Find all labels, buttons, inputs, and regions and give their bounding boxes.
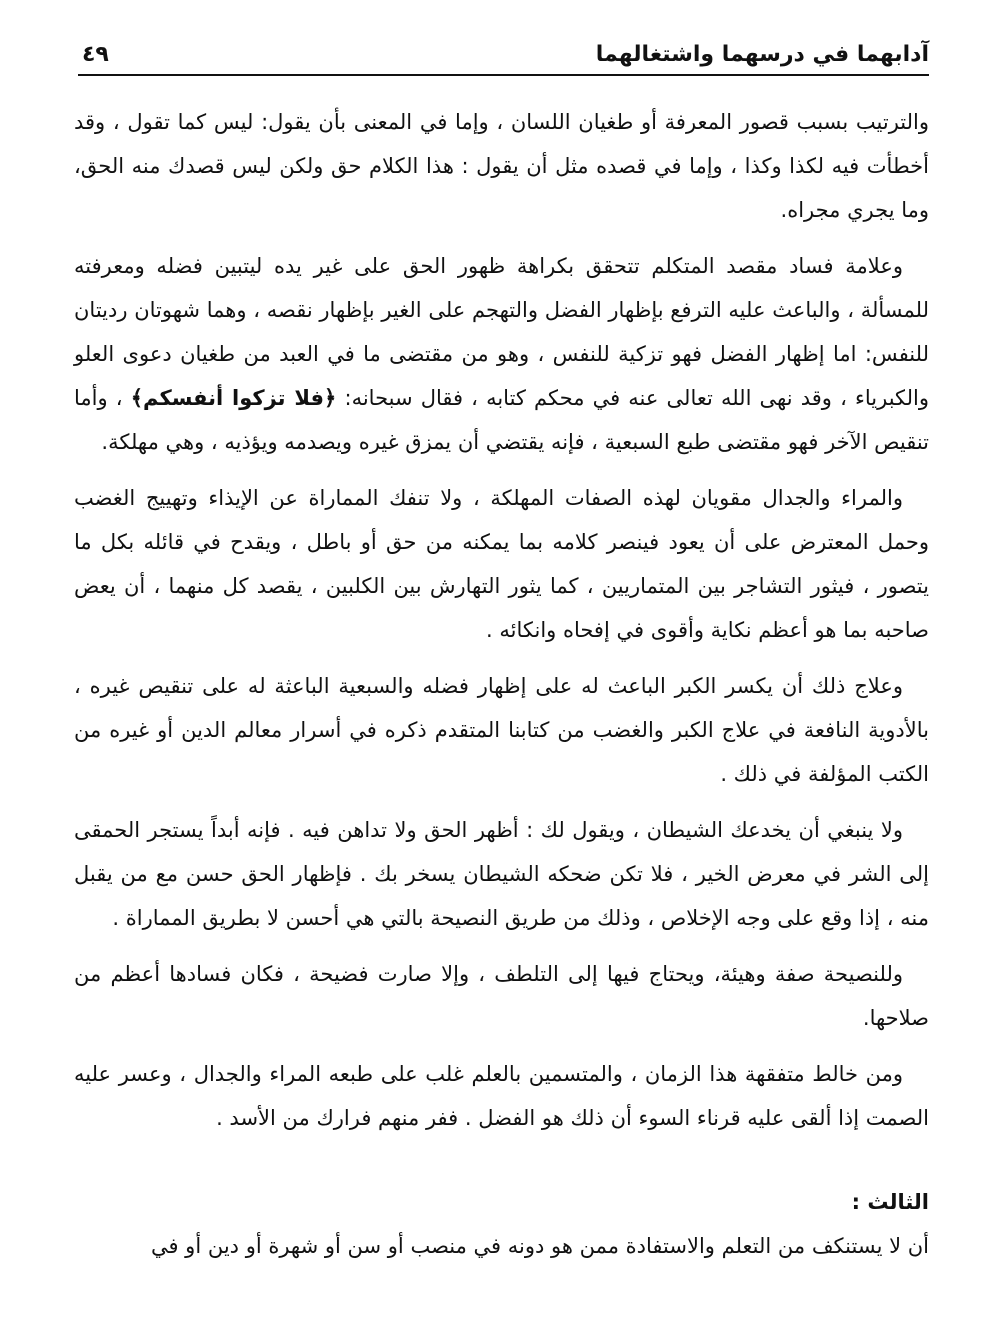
page-number: ٤٩ (82, 42, 109, 67)
header-rule (78, 74, 929, 76)
paragraph-2 (74, 244, 929, 464)
paragraph-1: والترتيب بسبب قصور المعرفة أو طغيان اللسان ، وإما في المعنى بأن يقول: ليس كما تقول ، وقد أخطأت فيه لكذا وكذا ، وإما في قصده مثل أن يقول : هذا الكلام حق ولكن ليس قصدك منه الحق، وما يجري مجراه. (74, 110, 929, 222)
running-header (78, 38, 929, 76)
paragraph-2-text-before: وعلامة فساد مقصد المتكلم تتحقق بكراهة ظهور الحق على غير يده ليتبين فضله ومعرفته للمسألة ، والباعث عليه الترفع بإظهار الفضل والتهجم على الغير بإظهار نقصه ، وهما شهوتان رديتان للنفس: اما إظهار الفضل فهو تزكية للنفس ، وهو من مقتضى ما في العبد من طغيان دعوى العلو والكبرياء ، وقد نهى الله تعالى عنه في محكم كتابه ، فقال سبحانه: (74, 254, 929, 410)
paragraph-7: ومن خالط متفقهة هذا الزمان ، والمتسمين بالعلم غلب على طبعه المراء والجدال ، وعسر عليه الصمت إذا ألقى عليه قرناء السوء أن ذلك هو الفضل . ففر منهم فرارك من الأسد . (74, 1062, 929, 1130)
paragraph-2-text-after: ، وأما تنقيص الآخر فهو مقتضى طبع السبعية ، فإنه يقتضي أن يمزق غيره ويصدمه ويؤذيه ، وهي مهلكة. (74, 386, 929, 454)
paragraph-5: ولا ينبغي أن يخدعك الشيطان ، ويقول لك : أظهر الحق ولا تداهن فيه . فإنه أبداً يستجر الحمقى إلى الشر في معرض الخير ، فلا تكن ضحكه الشيطان يسخر بك . فإظهار الحق حسن مع من يقبل منه ، إذا وقع على وجه الإخلاص ، وذلك من طريق النصيحة بالتي هي أحسن لا بطريق المماراة . (74, 818, 929, 930)
paragraph-4: وعلاج ذلك أن يكسر الكبر الباعث له على إظهار فضله والسبعية الباعثة له على تنقيص غيره ، بالأدوية النافعة في علاج الكبر والغضب من كتابنا المتقدم ذكره في أسرار معالم الدين أو غيره من الكتب المؤلفة في ذلك . (74, 674, 929, 786)
page-body (74, 100, 929, 1268)
quran-quote: ﴿فلا تزكوا أنفسكم﴾ (130, 386, 337, 410)
section-heading: الثالث : (851, 1190, 929, 1214)
section-paragraph: أن لا يستنكف من التعلم والاستفادة ممن هو دونه في منصب أو سن أو شهرة أو دين أو في (150, 1234, 929, 1258)
paragraph-3: والمراء والجدال مقويان لهذه الصفات المهلكة ، ولا تنفك المماراة عن الإيذاء وتهييج الغضب وحمل المعترض على أن يعود فينصر كلامه بما يمكنه من حق أو باطل ، ويقدح في قائله بكل ما يتصور ، فيثور التشاجر بين المتماريين ، كما يثور التهارش بين الكلبين ، يقصد كل منهما ، أن يعض صاحبه بما هو أعظم نكاية وأقوى في إفحاه وانكائه . (74, 486, 929, 642)
header-title: آدابهما في درسهما واشتغالهما (595, 42, 929, 67)
paragraph-6: وللنصيحة صفة وهيئة، ويحتاج فيها إلى التلطف ، وإلا صارت فضيحة ، فكان فسادها أعظم من صلاحها. (74, 962, 929, 1030)
